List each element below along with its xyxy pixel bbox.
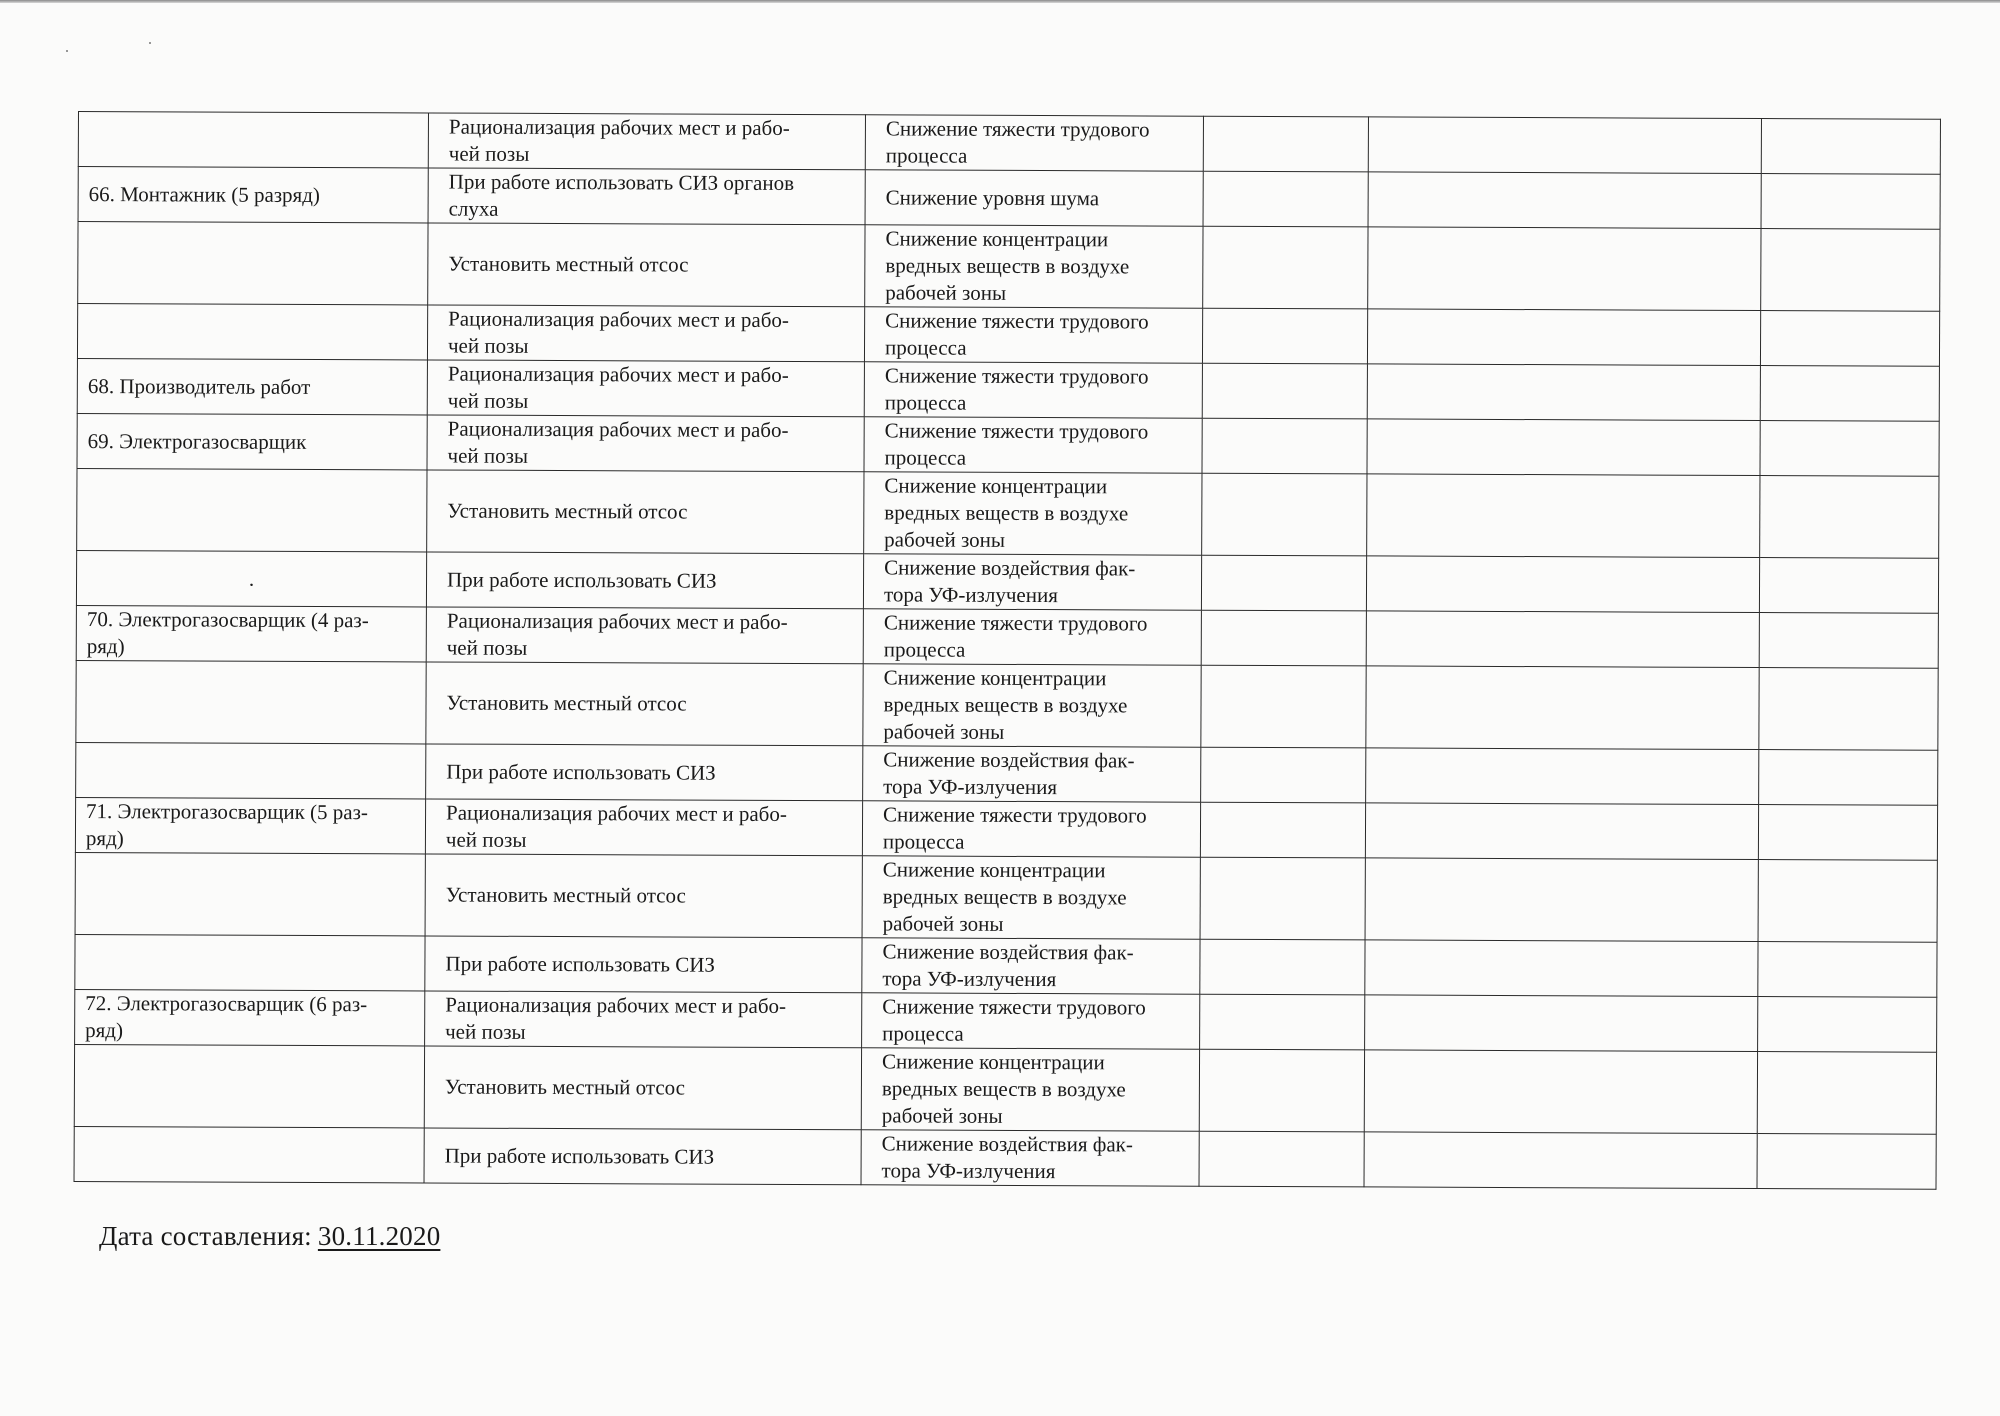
empty-cell [1364, 1050, 1757, 1134]
table-row [75, 989, 1937, 1052]
empty-cell [1200, 939, 1365, 995]
empty-cell [1761, 174, 1940, 230]
table-row [75, 934, 1937, 997]
scan-top-edge [0, 0, 2000, 3]
measures-table-wrapper [74, 111, 1940, 1190]
scan-speck [149, 42, 151, 44]
position-cell: 66. Монтажник (5 разряд) [78, 167, 428, 223]
measure-cell: Рационализация рабочих мест и рабо- чей позы [426, 607, 863, 664]
empty-cell [1368, 117, 1761, 174]
goal-cell: Снижение концентрации вредных веществ в воздухе рабочей зоны [862, 856, 1200, 939]
empty-cell [1199, 1049, 1364, 1132]
empty-cell [1202, 473, 1367, 556]
table-row [76, 550, 1938, 613]
empty-cell [1366, 611, 1759, 668]
table-row [77, 468, 1939, 558]
goal-cell: Снижение тяжести трудового процесса [863, 609, 1201, 665]
empty-cell [1202, 308, 1367, 364]
empty-cell [1202, 418, 1367, 474]
empty-cell [1365, 803, 1758, 860]
empty-cell [1367, 474, 1760, 558]
empty-cell [1759, 613, 1938, 669]
position-cell: 68. Производитель работ [77, 358, 427, 414]
empty-cell [1760, 476, 1939, 559]
empty-cell [1201, 555, 1366, 611]
goal-cell: Снижение тяжести трудового процесса [862, 801, 1200, 857]
measure-cell: При работе использовать СИЗ органов слуха [428, 168, 865, 225]
empty-cell [1758, 942, 1937, 998]
goal-cell: Снижение воздействия фак- тора УФ-излучения [861, 1130, 1199, 1186]
empty-cell [1757, 1052, 1936, 1135]
empty-cell [1202, 363, 1367, 419]
empty-cell [1367, 309, 1760, 366]
empty-cell [1203, 226, 1368, 309]
empty-cell [1758, 860, 1937, 943]
position-cell [76, 742, 426, 798]
goal-cell: Снижение уровня шума [865, 170, 1203, 226]
position-cell: 71. Электрогазосварщик (5 раз- ряд) [75, 797, 425, 853]
empty-cell [1760, 421, 1939, 477]
position-cell [77, 468, 427, 551]
table-row [76, 660, 1938, 750]
measure-cell: При работе использовать СИЗ [426, 744, 863, 801]
empty-cell [1760, 311, 1939, 367]
goal-cell: Снижение тяжести трудового процесса [864, 307, 1202, 363]
empty-cell [1364, 1132, 1757, 1189]
measure-cell: Рационализация рабочих мест и рабо- чей позы [427, 415, 864, 472]
table-row [77, 358, 1939, 421]
table-row [77, 413, 1939, 476]
empty-cell [1366, 556, 1759, 613]
goal-cell: Снижение концентрации вредных веществ в воздухе рабочей зоны [863, 664, 1201, 747]
empty-cell [1200, 994, 1365, 1050]
empty-cell [1758, 997, 1937, 1053]
position-cell: 72. Электрогазосварщик (6 раз- ряд) [75, 989, 425, 1045]
position-cell: . [76, 550, 426, 606]
position-cell [78, 112, 428, 168]
empty-cell [1759, 668, 1938, 751]
measure-cell: Установить местный отсос [427, 470, 864, 554]
table-row [75, 797, 1937, 860]
table-row [78, 112, 1940, 175]
empty-cell [1757, 1134, 1936, 1190]
measure-cell: Установить местный отсос [426, 662, 863, 746]
empty-cell [1366, 748, 1759, 805]
empty-cell [1761, 229, 1940, 312]
goal-cell: Снижение воздействия фак- тора УФ-излучения [863, 746, 1201, 802]
table-row [75, 852, 1937, 942]
empty-cell [1203, 171, 1368, 227]
goal-cell: Снижение тяжести трудового процесса [864, 417, 1202, 473]
measure-cell: Установить местный отсос [424, 1046, 861, 1130]
empty-cell [1199, 1131, 1364, 1187]
date-value: 30.11.2020 [317, 1221, 441, 1251]
goal-cell: Снижение тяжести трудового процесса [862, 993, 1200, 1049]
position-cell: 70. Электрогазосварщик (4 раз- ряд) [76, 605, 426, 661]
measure-cell: Рационализация рабочих мест и рабо- чей позы [425, 991, 862, 1048]
compilation-date [99, 1221, 446, 1252]
empty-cell [1365, 995, 1758, 1052]
empty-cell [1368, 172, 1761, 229]
position-cell [74, 1126, 424, 1182]
empty-cell [1365, 858, 1758, 942]
goal-cell: Снижение концентрации вредных веществ в воздухе рабочей зоны [861, 1048, 1199, 1131]
empty-cell [1203, 116, 1368, 172]
table-row [76, 742, 1938, 805]
empty-cell [1367, 364, 1760, 421]
empty-cell [1367, 419, 1760, 476]
empty-cell [1201, 665, 1366, 748]
position-cell [78, 222, 428, 305]
measure-cell: Рационализация рабочих мест и рабо- чей позы [428, 113, 865, 170]
measure-cell: Рационализация рабочих мест и рабо- чей позы [425, 799, 862, 856]
position-cell [76, 660, 426, 743]
empty-cell [1758, 805, 1937, 861]
table-row [78, 222, 1940, 312]
measure-cell: При работе использовать СИЗ [425, 936, 862, 993]
position-cell [75, 852, 425, 935]
empty-cell [1759, 750, 1938, 806]
table-row [74, 1126, 1936, 1189]
date-label: Дата составления: [99, 1221, 312, 1251]
goal-cell: Снижение тяжести трудового процесса [864, 362, 1202, 418]
goal-cell: Снижение концентрации вредных веществ в воздухе рабочей зоны [864, 472, 1202, 555]
position-cell [77, 304, 427, 360]
empty-cell [1365, 940, 1758, 997]
empty-cell [1368, 227, 1761, 311]
empty-cell [1760, 366, 1939, 422]
goal-cell: Снижение воздействия фак- тора УФ-излучения [862, 938, 1200, 994]
empty-cell [1761, 119, 1940, 175]
goal-cell: Снижение воздействия фак- тора УФ-излучения [863, 554, 1201, 610]
measure-cell: Установить местный отсос [428, 223, 865, 307]
table-row [74, 1044, 1936, 1134]
measures-table [74, 111, 1941, 1190]
empty-cell [1759, 558, 1938, 614]
empty-cell [1201, 610, 1366, 666]
position-cell: 69. Электрогазосварщик [77, 413, 427, 469]
goal-cell: Снижение тяжести трудового процесса [865, 115, 1203, 171]
position-cell [75, 934, 425, 990]
table-row [76, 605, 1938, 668]
position-cell [74, 1044, 424, 1127]
table-row [78, 167, 1940, 230]
measure-cell: Рационализация рабочих мест и рабо- чей позы [427, 305, 864, 362]
measure-cell: При работе использовать СИЗ [424, 1128, 861, 1185]
scan-speck [66, 50, 68, 52]
measure-cell: Рационализация рабочих мест и рабо- чей позы [427, 360, 864, 417]
empty-cell [1366, 666, 1759, 750]
empty-cell [1201, 747, 1366, 803]
measure-cell: Установить местный отсос [425, 854, 862, 938]
empty-cell [1200, 857, 1365, 940]
goal-cell: Снижение концентрации вредных веществ в воздухе рабочей зоны [865, 225, 1203, 308]
table-row [77, 304, 1939, 367]
measure-cell: При работе использовать СИЗ [426, 552, 863, 609]
empty-cell [1200, 802, 1365, 858]
